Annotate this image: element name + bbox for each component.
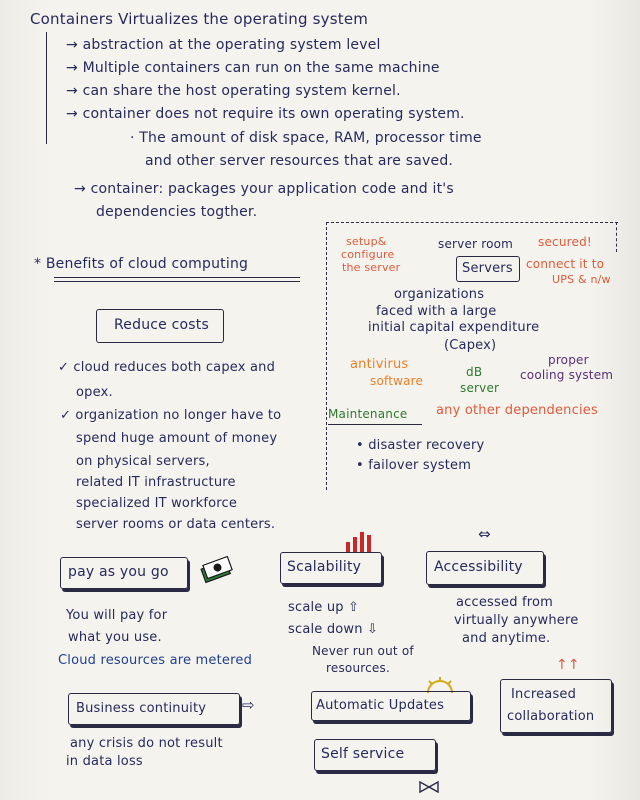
antivirus-line1: antivirus xyxy=(350,357,409,372)
capex-line1: organizations xyxy=(394,287,485,302)
cooling-line1: proper xyxy=(548,353,589,367)
benefits-title: * Benefits of cloud computing xyxy=(34,256,249,272)
right-arrow-icon: ⇨ xyxy=(242,696,255,714)
connect-line1: connect it to xyxy=(526,257,605,271)
self-service-box xyxy=(314,739,436,771)
double-arrow-icon: ⇔ xyxy=(478,525,491,543)
setup-line3: the server xyxy=(342,261,401,274)
servers-box xyxy=(456,256,520,282)
business-desc-line2: in data loss xyxy=(66,754,143,769)
servers-panel-right-border xyxy=(616,222,617,252)
reduce-costs-check2-line3: on physical servers, xyxy=(76,454,210,469)
containers-point-4: → container does not require its own operating system. xyxy=(66,106,465,122)
secured-label: secured! xyxy=(538,235,592,249)
pay-as-you-go-box xyxy=(60,557,188,589)
setup-line1: setup& xyxy=(346,235,387,248)
never-run-out-line2: resources. xyxy=(326,661,390,675)
cooling-line2: cooling system xyxy=(520,368,614,382)
reduce-costs-check1-line2: opex. xyxy=(76,385,113,400)
accessibility-label: Accessibility xyxy=(434,559,523,575)
scalability-box xyxy=(280,552,382,584)
scalability-label: Scalability xyxy=(287,559,362,575)
containers-bracket xyxy=(46,32,47,144)
money-icon xyxy=(200,556,234,588)
pay-desc-line3: Cloud resources are metered xyxy=(58,653,253,668)
pay-as-you-go-label: pay as you go xyxy=(68,564,169,580)
antivirus-line2: software xyxy=(370,374,424,388)
automatic-updates-box xyxy=(311,691,471,721)
reduce-costs-box xyxy=(96,309,224,343)
accessibility-line2: virtually anywhere xyxy=(454,613,579,628)
servers-panel-left-border xyxy=(326,222,327,490)
reduce-costs-check2-line6: server rooms or data centers. xyxy=(76,517,276,532)
accessibility-line1: accessed from xyxy=(456,595,554,610)
business-continuity-label: Business continuity xyxy=(76,701,207,716)
containers-subpoint-line1: · The amount of disk space, RAM, processor time xyxy=(130,130,482,146)
capex-line3: initial capital expenditure xyxy=(368,320,540,335)
up-arrows-icon: ↑↑ xyxy=(556,657,580,673)
scale-down-label: scale down ⇩ xyxy=(288,622,379,637)
business-desc-line1: any crisis do not result xyxy=(70,736,223,751)
servers-panel-top-border xyxy=(326,222,618,223)
containers-subpoint-line2: and other server resources that are saved. xyxy=(145,153,454,169)
containers-point-1: → abstraction at the operating system level xyxy=(66,37,381,53)
containers-package-line1: → container: packages your application code and it's xyxy=(74,181,454,197)
increased-collaboration-box xyxy=(500,679,612,733)
containers-heading: Containers Virtualizes the operating system xyxy=(30,10,369,28)
pay-desc-line2: what you use. xyxy=(68,630,162,645)
connect-line2: UPS & n/w xyxy=(552,273,611,286)
automatic-updates-label: Automatic Updates xyxy=(316,698,445,713)
containers-package-line2: dependencies togther. xyxy=(96,204,258,220)
bar-chart-icon xyxy=(344,530,378,552)
benefits-title-underline-2 xyxy=(54,281,300,282)
db-line1: dB xyxy=(466,365,483,379)
bullet-failover-system: • failover system xyxy=(356,458,472,473)
capex-line2: faced with a large xyxy=(376,304,497,319)
increased-collaboration-line1: Increased xyxy=(511,687,577,702)
reduce-costs-label: Reduce costs xyxy=(114,317,209,333)
db-line2: server xyxy=(460,381,500,395)
never-run-out-line1: Never run out of xyxy=(312,644,414,658)
server-room-label: server room xyxy=(438,237,514,251)
accessibility-line3: and anytime. xyxy=(462,631,551,646)
reduce-costs-check2-line2: spend huge amount of money xyxy=(76,431,278,446)
containers-point-2: → Multiple containers can run on the same machine xyxy=(66,60,440,76)
reduce-costs-check2-line1: ✓ organization no longer have to xyxy=(60,408,282,423)
servers-label: Servers xyxy=(462,261,513,276)
setup-line2: configure xyxy=(341,248,395,261)
pay-desc-line1: You will pay for xyxy=(66,608,168,623)
reduce-costs-check2-line4: related IT infrastructure xyxy=(76,475,236,490)
maintenance-label: Maintenance xyxy=(328,407,408,421)
capex-line4: (Capex) xyxy=(444,338,497,353)
bullet-disaster-recovery: • disaster recovery xyxy=(356,438,485,453)
scale-up-label: scale up ⇧ xyxy=(288,600,360,615)
reduce-costs-check2-line5: specialized IT workforce xyxy=(76,496,238,511)
business-continuity-box xyxy=(68,693,240,725)
bowtie-icon xyxy=(418,780,440,794)
accessibility-box xyxy=(426,551,544,585)
maintenance-underline xyxy=(328,424,422,425)
reduce-costs-check1-line1: ✓ cloud reduces both capex and xyxy=(58,360,276,375)
increased-collaboration-line2: collaboration xyxy=(507,709,595,724)
self-service-label: Self service xyxy=(321,746,405,762)
containers-point-3: → can share the host operating system kernel. xyxy=(66,83,401,99)
benefits-title-underline xyxy=(54,277,300,278)
other-deps-label: any other dependencies xyxy=(436,403,598,418)
